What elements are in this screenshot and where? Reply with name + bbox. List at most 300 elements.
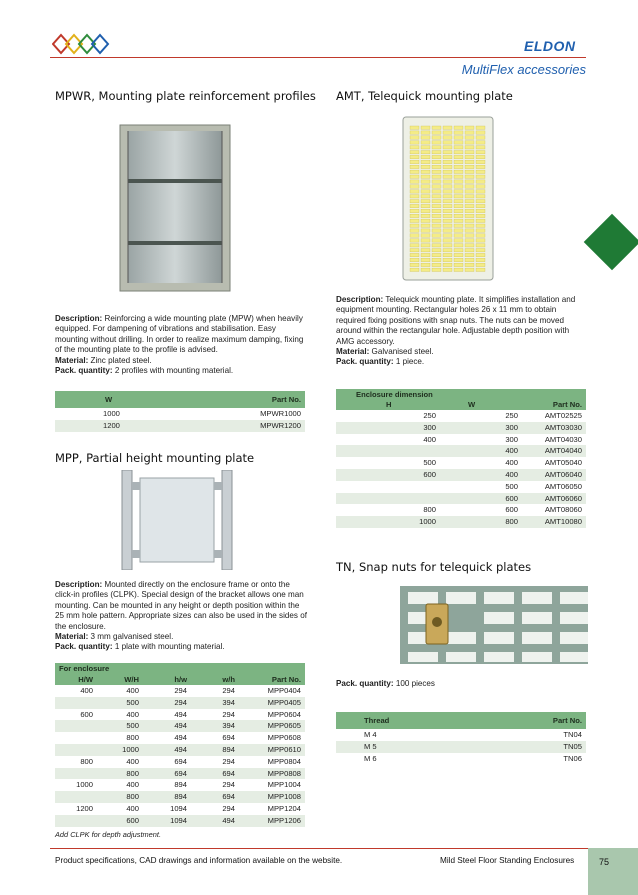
- plate-slot: [465, 195, 474, 198]
- plate-slot: [465, 244, 474, 247]
- plate-slot: [476, 258, 485, 261]
- plate-slot: [432, 224, 441, 227]
- table-cell: [55, 697, 97, 709]
- table-cell: 894: [174, 780, 187, 790]
- table-cell: MPP0610: [239, 744, 305, 756]
- plate-slot: [476, 244, 485, 247]
- table-cell: MPP0804: [267, 756, 301, 766]
- table-cell: MPP0404: [267, 686, 301, 695]
- table-cell: [55, 732, 97, 744]
- plate-slot: [421, 165, 430, 168]
- mpp-description: Description: Mounted directly on the enclosure frame or onto the click-in profiles (CLPK). Special design of the bracket allows one man mounting. Can be mounted in any height or depth position within the 25 mm hole pattern. Appropriate sizes can also be used in the sides of the enclosure. Material: 3 mm galvanised steel. Pack. quantity: 1 plate with mounting material.: [55, 580, 307, 652]
- plate-slot: [465, 141, 474, 144]
- table-cell: 394: [191, 720, 239, 732]
- plate-slot: [432, 170, 441, 173]
- table-row: [55, 756, 305, 768]
- mpp-note: Add CLPK for depth adjustment.: [55, 830, 161, 839]
- plate-slot: [476, 239, 485, 242]
- plate-slot: [443, 195, 452, 198]
- table-row: [336, 753, 586, 765]
- table-cell: M 4: [364, 730, 377, 739]
- table-cell: 694: [191, 791, 239, 803]
- plate-slot: [465, 185, 474, 188]
- plate-slot: [454, 126, 463, 129]
- plate-slot: [432, 141, 441, 144]
- plate-slot: [476, 214, 485, 217]
- table-cell: [336, 493, 440, 505]
- plate-slot: [465, 253, 474, 256]
- table-row: [55, 768, 305, 780]
- plate-slot: [421, 224, 430, 227]
- plate-slot: [476, 229, 485, 232]
- plate-slot: [465, 214, 474, 217]
- mpp-table: For enclosure H/W W/H h/w w/h Part No. 400 400 294 294 MPP0404 500 294 394 MPP0405 600 400 494 294 MPP0604 500 494 394 MPP0605 800 494 694 MPP0608 1000 494 894 MPP0610 800 400 694 294 MPP0804 800 694 694 MPP0808 1000 400 894 294 MPP1004 800 894 694 MPP1008 1200 400 1094 294 MPP1204 600 1094 494 MPP1206: [55, 663, 305, 827]
- plate-slot: [476, 131, 485, 134]
- plate-slot: [432, 160, 441, 163]
- plate-slot: [454, 180, 463, 183]
- table-cell: MPP0808: [239, 768, 305, 780]
- table-cell: [336, 481, 440, 493]
- table-cell: 500: [97, 697, 143, 709]
- table-row: [55, 803, 305, 815]
- table-cell: 250: [505, 411, 518, 420]
- table-cell: AMT06040: [522, 469, 586, 481]
- plate-slot: [465, 131, 474, 134]
- plate-slot: [465, 204, 474, 207]
- plate-slot: [465, 249, 474, 252]
- table-row: [55, 685, 305, 697]
- plate-slot: [421, 239, 430, 242]
- plate-slot: [454, 244, 463, 247]
- plate-slot: [410, 224, 419, 227]
- plate-slot: [410, 180, 419, 183]
- plate-slot: [454, 200, 463, 203]
- mpwr-col-part: Part No.: [201, 391, 305, 408]
- table-cell: MPP0405: [239, 697, 305, 709]
- plate-slot: [443, 268, 452, 271]
- plate-slot: [443, 214, 452, 217]
- plate-slot: [476, 126, 485, 129]
- table-cell: 1094: [143, 815, 191, 827]
- table-row: [55, 697, 305, 709]
- table-cell: 1000: [336, 516, 440, 528]
- tn-pack-quantity: Pack. quantity: 100 pieces: [336, 679, 435, 688]
- plate-slot: [443, 234, 452, 237]
- plate-slot: [465, 258, 474, 261]
- plate-slot: [432, 180, 441, 183]
- plate-slot: [443, 263, 452, 266]
- table-row: 1200 MPWR1200: [55, 420, 305, 432]
- plate-slot: [410, 170, 419, 173]
- table-cell: 800: [80, 756, 93, 766]
- plate-slot: [410, 229, 419, 232]
- table-cell: 250: [423, 411, 436, 420]
- table-row: [55, 779, 305, 791]
- plate-slot: [443, 160, 452, 163]
- mpwr-title: MPWR, Mounting plate reinforcement profiles: [55, 89, 316, 103]
- plate-slot: [421, 244, 430, 247]
- plate-slot: [421, 258, 430, 261]
- tn-title: TN, Snap nuts for telequick plates: [336, 560, 532, 574]
- plate-slot: [454, 165, 463, 168]
- plate-slot: [443, 229, 452, 232]
- brand-logo: ELDON: [524, 38, 576, 54]
- plate-slot: [432, 229, 441, 232]
- table-cell: 494: [191, 815, 239, 827]
- table-row: [336, 504, 586, 516]
- plate-slot: [443, 151, 452, 154]
- table-cell: [55, 768, 97, 780]
- table-cell: 400: [126, 686, 139, 695]
- table-cell: 494: [143, 720, 191, 732]
- table-cell: 500: [97, 720, 143, 732]
- plate-slot: [476, 200, 485, 203]
- table-cell: AMT04030: [544, 434, 582, 444]
- plate-slot: [432, 268, 441, 271]
- table-cell: 894: [191, 744, 239, 756]
- table-cell: [55, 815, 97, 827]
- table-cell: 694: [143, 768, 191, 780]
- plate-slot: [476, 209, 485, 212]
- table-row: [336, 457, 586, 469]
- table-cell: MPP1206: [239, 815, 305, 827]
- plate-slot: [432, 200, 441, 203]
- table-row: [336, 481, 586, 493]
- plate-slot: [432, 146, 441, 149]
- plate-slot: [454, 190, 463, 193]
- footer-website-note: Product specifications, CAD drawings and information available on the website.: [55, 856, 343, 865]
- plate-slot: [421, 146, 430, 149]
- plate-slot: [443, 146, 452, 149]
- plate-slot: [421, 185, 430, 188]
- plate-slot: [465, 155, 474, 158]
- plate-slot: [421, 190, 430, 193]
- plate-slot: [432, 195, 441, 198]
- plate-slot: [410, 141, 419, 144]
- plate-slot: [454, 136, 463, 139]
- plate-slot: [432, 151, 441, 154]
- plate-slot: [432, 126, 441, 129]
- amt-title: AMT, Telequick mounting plate: [336, 89, 513, 103]
- table-cell: 494: [174, 709, 187, 719]
- table-cell: 400: [440, 469, 522, 481]
- mpp-image: [118, 470, 236, 570]
- plate-slot: [465, 175, 474, 178]
- plate-slot: [443, 244, 452, 247]
- plate-slot: [443, 239, 452, 242]
- plate-slot: [465, 268, 474, 271]
- table-row: [336, 516, 586, 528]
- table-cell: [55, 744, 97, 756]
- mpwr-table: [55, 391, 305, 432]
- plate-slot: [421, 170, 430, 173]
- footer-catalog-name: Mild Steel Floor Standing Enclosures: [440, 856, 575, 865]
- table-cell: 300: [440, 422, 522, 434]
- plate-slot: [443, 180, 452, 183]
- plate-slot: [465, 136, 474, 139]
- plate-slot: [421, 126, 430, 129]
- plate-slot: [443, 219, 452, 222]
- plate-slot: [421, 219, 430, 222]
- plate-slot: [410, 258, 419, 261]
- plate-slot: [454, 234, 463, 237]
- plate-slot: [454, 229, 463, 232]
- table-cell: M 6: [364, 753, 377, 763]
- table-cell: 600: [97, 815, 143, 827]
- plate-slot: [476, 151, 485, 154]
- mpp-group-header: For enclosure: [55, 663, 305, 674]
- plate-slot: [421, 195, 430, 198]
- plate-slot: [421, 141, 430, 144]
- plate-slot: [443, 209, 452, 212]
- plate-slot: [421, 263, 430, 266]
- plate-slot: [476, 268, 485, 271]
- plate-slot: [410, 244, 419, 247]
- plate-slot: [432, 175, 441, 178]
- plate-slot: [454, 263, 463, 266]
- table-cell: 600: [80, 709, 93, 719]
- mpwr-col-w: W: [55, 391, 201, 408]
- amt-group-header: Enclosure dimension: [336, 389, 586, 400]
- plate-slot: [476, 234, 485, 237]
- plate-slot: [465, 229, 474, 232]
- plate-slot: [454, 141, 463, 144]
- plate-slot: [443, 165, 452, 168]
- page-number-badge: [588, 848, 638, 895]
- plate-slot: [465, 160, 474, 163]
- plate-slot: [454, 239, 463, 242]
- page-number: 75: [599, 857, 610, 867]
- table-cell: 400: [80, 686, 93, 695]
- plate-slot: [410, 268, 419, 271]
- table-cell: 300: [336, 422, 440, 434]
- plate-slot: [443, 131, 452, 134]
- header-rule: [50, 57, 586, 58]
- table-row: [336, 493, 586, 505]
- tn-col-part: Part No.: [488, 712, 586, 729]
- plate-slot: [410, 209, 419, 212]
- plate-slot: [410, 190, 419, 193]
- table-cell: 400: [126, 780, 139, 790]
- plate-slot: [476, 170, 485, 173]
- table-row: [55, 732, 305, 744]
- plate-slot: [443, 204, 452, 207]
- table-cell: 600: [336, 469, 440, 481]
- plate-slot: [410, 131, 419, 134]
- table-cell: 294: [222, 803, 235, 813]
- plate-slot: [454, 268, 463, 271]
- plate-slot: [454, 146, 463, 149]
- plate-slot: [432, 249, 441, 252]
- plate-slot: [432, 234, 441, 237]
- plate-slot: [454, 155, 463, 158]
- plate-slot: [421, 180, 430, 183]
- plate-slot: [454, 151, 463, 154]
- plate-slot: [421, 131, 430, 134]
- plate-slot: [443, 175, 452, 178]
- plate-slot: [465, 234, 474, 237]
- table-cell: 800: [423, 505, 436, 515]
- table-cell: 600: [440, 493, 522, 505]
- plate-slot: [421, 151, 430, 154]
- plate-slot: [476, 185, 485, 188]
- plate-slot: [432, 204, 441, 207]
- table-cell: 694: [174, 756, 187, 766]
- table-row: [55, 744, 305, 756]
- table-cell: [55, 720, 97, 732]
- table-cell: 1000: [97, 744, 143, 756]
- plate-slot: [410, 204, 419, 207]
- plate-slot: [465, 239, 474, 242]
- plate-slot: [465, 200, 474, 203]
- plate-slot: [465, 224, 474, 227]
- plate-slot: [421, 204, 430, 207]
- plate-slot: [454, 249, 463, 252]
- plate-slot: [421, 136, 430, 139]
- plate-slot: [443, 155, 452, 158]
- plate-slot: [432, 239, 441, 242]
- plate-slot: [454, 224, 463, 227]
- plate-slot: [421, 200, 430, 203]
- mpp-title: MPP, Partial height mounting plate: [55, 451, 255, 465]
- table-row: [55, 791, 305, 803]
- plate-slot: [465, 165, 474, 168]
- plate-slot: [421, 268, 430, 271]
- plate-slot: [432, 209, 441, 212]
- table-row: [336, 729, 586, 741]
- table-row: [55, 720, 305, 732]
- plate-slot: [454, 131, 463, 134]
- plate-slot: [410, 214, 419, 217]
- plate-slot: [476, 141, 485, 144]
- plate-slot: [454, 258, 463, 261]
- table-cell: 400: [126, 709, 139, 719]
- plate-slot: [432, 258, 441, 261]
- plate-slot: [443, 136, 452, 139]
- plate-slot: [410, 253, 419, 256]
- plate-slot: [476, 175, 485, 178]
- plate-slot: [454, 170, 463, 173]
- plate-slot: [443, 224, 452, 227]
- tn-col-thread: Thread: [336, 712, 488, 729]
- plate-slot: [465, 263, 474, 266]
- table-cell: 294: [222, 709, 235, 719]
- plate-slot: [421, 209, 430, 212]
- plate-slot: [432, 136, 441, 139]
- table-cell: 800: [97, 768, 143, 780]
- table-cell: AMT08060: [544, 505, 582, 515]
- table-cell: 400: [440, 445, 522, 457]
- table-cell: 294: [222, 686, 235, 695]
- plate-slot: [476, 180, 485, 183]
- table-cell: M 5: [336, 741, 488, 753]
- plate-slot: [476, 165, 485, 168]
- table-cell: 800: [97, 791, 143, 803]
- plate-slot: [421, 214, 430, 217]
- plate-slot: [443, 253, 452, 256]
- table-cell: 494: [174, 733, 187, 743]
- plate-slot: [476, 155, 485, 158]
- plate-slot: [410, 219, 419, 222]
- plate-slot: [432, 253, 441, 256]
- table-cell: 400: [423, 434, 436, 444]
- plate-slot: [410, 239, 419, 242]
- plate-slot: [421, 229, 430, 232]
- table-cell: 500: [423, 458, 436, 468]
- table-cell: 894: [143, 791, 191, 803]
- table-cell: 800: [126, 733, 139, 743]
- plate-slot: [410, 263, 419, 266]
- plate-slot: [476, 160, 485, 163]
- plate-slot: [454, 253, 463, 256]
- plate-slot: [454, 160, 463, 163]
- table-row: [336, 434, 586, 446]
- plate-slot: [432, 214, 441, 217]
- table-cell: MPP1004: [267, 780, 301, 790]
- table-cell: 400: [126, 756, 139, 766]
- table-cell: 400: [126, 803, 139, 813]
- plate-slot: [443, 126, 452, 129]
- plate-slot: [476, 224, 485, 227]
- table-cell: 1000: [76, 780, 93, 790]
- amt-table: Enclosure dimension H W Part No. 250 250 AMT02525 300 300 AMT03030 400 300 AMT04030 400 AMT04040 500 400 AMT05040 600 400 AMT06040 500 AMT06050 600 AMT06060 800 600 AMT08060 1000 800 AMT10080: [336, 389, 586, 528]
- table-row: [336, 469, 586, 481]
- plate-slot: [443, 249, 452, 252]
- plate-slot: [454, 175, 463, 178]
- plate-slot: [454, 204, 463, 207]
- plate-slot: [432, 185, 441, 188]
- plate-slot: [443, 190, 452, 193]
- table-row: [55, 709, 305, 721]
- plate-slot: [465, 126, 474, 129]
- plate-slot: [454, 219, 463, 222]
- plate-slot: [410, 185, 419, 188]
- plate-slot: [432, 263, 441, 266]
- plate-slot: [421, 234, 430, 237]
- plate-slot: [410, 155, 419, 158]
- table-cell: MPP0608: [267, 733, 301, 743]
- plate-slot: [443, 141, 452, 144]
- table-row: [336, 445, 586, 457]
- plate-slot: [476, 146, 485, 149]
- plate-slot: [432, 155, 441, 158]
- plate-slot: [476, 136, 485, 139]
- table-cell: AMT06060: [522, 493, 586, 505]
- table-cell: TN04: [563, 730, 582, 739]
- table-cell: MPP1204: [267, 803, 301, 813]
- table-cell: AMT05040: [544, 458, 582, 468]
- table-cell: 1200: [76, 803, 93, 813]
- plate-slot: [454, 209, 463, 212]
- table-cell: 294: [222, 780, 235, 790]
- plate-slot: [410, 136, 419, 139]
- plate-slot: [476, 190, 485, 193]
- mpwr-image: [118, 123, 233, 293]
- mpwr-description: Description: Reinforcing a wide mounting plate (MPW) when heavily equipped. For dampening of vibrations and stabilisation. Easy mounting without drilling. In order to realize maximum damping, fixing of the mounting plate to the profile is advised. Material: Zinc plated steel. Pack. quantity: 2 profiles with mounting material.: [55, 314, 304, 376]
- plate-slot: [476, 249, 485, 252]
- plate-slot: [421, 155, 430, 158]
- table-cell: [55, 791, 97, 803]
- tn-table: [336, 712, 586, 764]
- plate-slot: [432, 165, 441, 168]
- plate-slot: [410, 249, 419, 252]
- plate-slot: [443, 200, 452, 203]
- table-cell: MPP1008: [239, 791, 305, 803]
- table-cell: 294: [222, 756, 235, 766]
- plate-slot: [421, 253, 430, 256]
- table-cell: 394: [191, 697, 239, 709]
- logo-diamonds: [52, 33, 114, 55]
